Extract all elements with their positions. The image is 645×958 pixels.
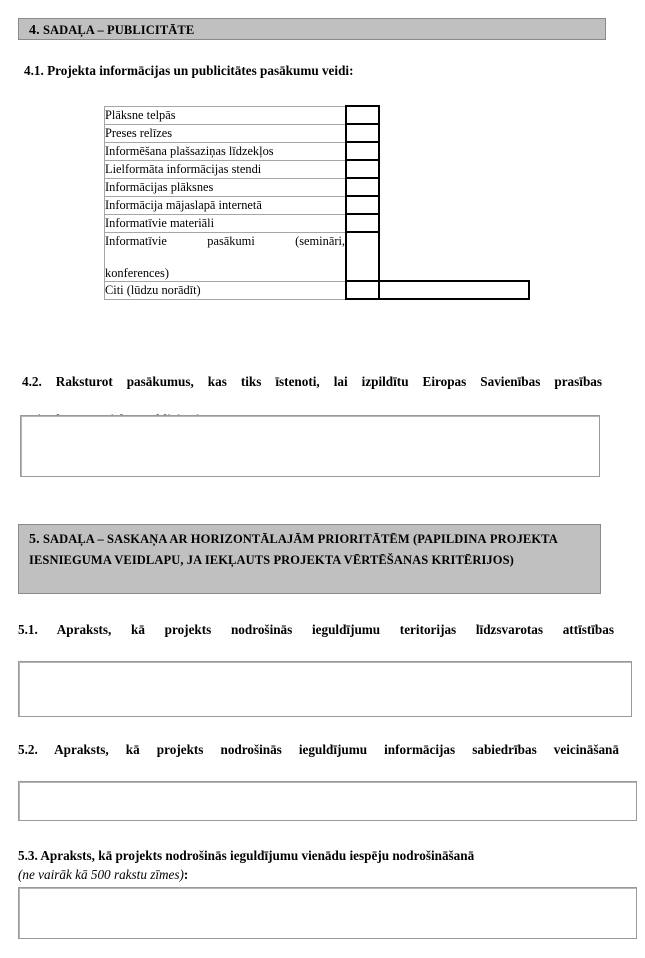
section-4-header-bar (18, 18, 606, 40)
measure-checkbox-3[interactable] (346, 160, 379, 178)
question-5-3-note: (ne vairāk kā 500 rakstu zīmes) (18, 867, 184, 882)
measure-label-cell: Informācija mājaslapā internetā (105, 196, 347, 214)
publicity-measures-table (104, 105, 530, 300)
measure-label-cell: Informācijas plāksnes (105, 178, 347, 196)
measure-checkbox-7[interactable] (346, 232, 379, 281)
question-4-1-text: Projekta informācijas un publicitātes pasākumu veidi: (47, 63, 354, 78)
section-5-number: 5. (29, 532, 40, 547)
answer-box-5-3[interactable] (18, 887, 637, 939)
section-4-title: SADAĻA – PUBLICITĀTE (42, 23, 195, 37)
measure-checkbox-1[interactable] (346, 124, 379, 142)
table-row (105, 160, 530, 178)
table-row (105, 142, 530, 160)
question-5-3-colon: : (183, 867, 189, 882)
answer-box-5-2[interactable] (18, 781, 637, 821)
measure-label-cell: Lielformāta informācijas stendi (105, 160, 347, 178)
question-5-3-text-line1: Apraksts, kā projekts nodrošinās ieguldījumu vienādu iespēju nodrošināšanā (40, 848, 475, 863)
measure-checkbox-8[interactable] (346, 281, 379, 299)
table-row (105, 178, 530, 196)
question-5-3-number: 5.3. (18, 848, 38, 863)
section-5-header-bar (18, 524, 601, 594)
measure-checkbox-4[interactable] (346, 178, 379, 196)
measure-checkbox-2[interactable] (346, 142, 379, 160)
publicity-table-body (105, 106, 530, 299)
table-row (105, 281, 530, 299)
answer-box-4-2[interactable] (20, 415, 600, 477)
question-5-2-number: 5.2. (18, 742, 38, 757)
section-5-title-line1: SADAĻA – SASKAŅA AR HORIZONTĀLAJĀM PRIORITĀTĒM (PAPILDINA (42, 532, 487, 546)
measure-label-cell (105, 232, 347, 281)
question-4-1-number: 4.1. (24, 63, 44, 78)
section-4-number: 4. (29, 23, 40, 38)
measure-label-cell: Plāksne telpās (105, 106, 347, 124)
measure-label-line1: Informatīvie pasākumi (semināri, (105, 233, 345, 248)
question-5-2-text-line1: Apraksts, kā projekts nodrošinās ieguldījumu informācijas sabiedrības veicināšanā (54, 742, 619, 757)
table-row (105, 196, 530, 214)
measure-checkbox-0[interactable] (346, 106, 379, 124)
measure-checkbox-6[interactable] (346, 214, 379, 232)
table-row (105, 106, 530, 124)
question-5-3-heading (18, 846, 619, 884)
section-5-title-line3: KRITĒRIJOS) (431, 553, 514, 567)
table-row (105, 124, 530, 142)
question-4-2-number: 4.2. (22, 374, 42, 389)
table-row (105, 214, 530, 232)
measure-other-input[interactable] (379, 281, 529, 299)
question-5-1-number: 5.1. (18, 622, 38, 637)
measure-label-line2: konferences) (105, 265, 169, 280)
measure-label-cell: Citi (lūdzu norādīt) (105, 281, 347, 299)
measure-label-cell: Preses relīzes (105, 124, 347, 142)
question-4-2-text-line1: Raksturot pasākumus, kas tiks īstenoti, lai izpildītu Eiropas Savienības prasības (55, 374, 603, 389)
answer-box-5-1[interactable] (18, 661, 632, 717)
measure-label-cell: Informatīvie materiāli (105, 214, 347, 232)
measure-label-cell: Informēšana plašsaziņas līdzekļos (105, 142, 347, 160)
question-5-1-text-line1: Apraksts, kā projekts nodrošinās ieguldījumu teritorijas līdzsvarotas attīstības (56, 622, 614, 637)
section-5-title-line2: PROJEKTA IESNIEGUMA VEIDLAPU, JA IEKĻAUTS PROJEKTA VĒRTĒŠANAS (29, 532, 558, 567)
measure-checkbox-5[interactable] (346, 196, 379, 214)
question-4-1-heading (24, 61, 584, 80)
table-row (105, 232, 530, 281)
